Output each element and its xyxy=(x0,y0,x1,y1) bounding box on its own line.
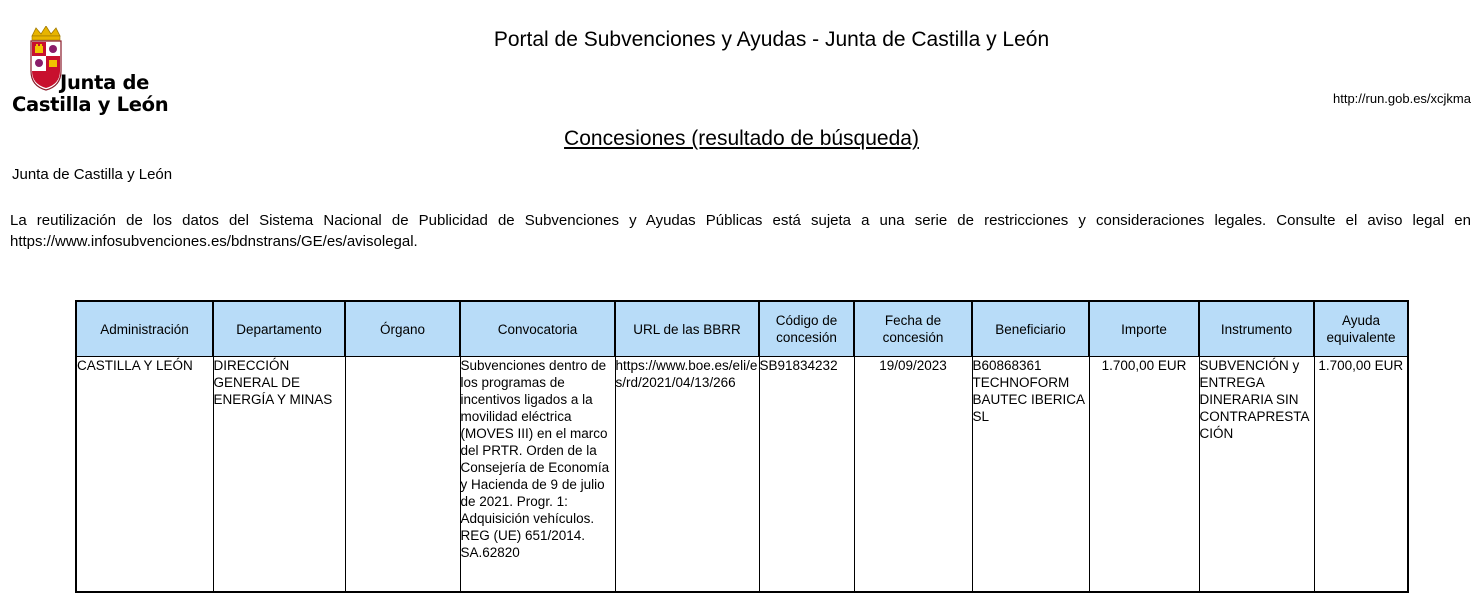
cell-ayuda-equivalente: 1.700,00 EUR xyxy=(1314,357,1408,593)
legal-notice: La reutilización de los datos del Sistema Nacional de Publicidad de Subvenciones y Ayudas Públicas está sujeta a una serie de restricciones y consideraciones legales. Consulte el aviso legal en https://www.infosubvenciones.es/bdnstrans/GE/es/avisolegal. xyxy=(10,212,1471,250)
col-header-departamento: Departamento xyxy=(213,301,345,357)
col-header-codigo: Código de concesión xyxy=(759,301,854,357)
cell-instrumento: SUBVENCIÓN y ENTREGA DINERARIA SIN CONTRAPRESTACIÓN xyxy=(1199,357,1314,593)
col-header-ayuda-equivalente: Ayuda equivalente xyxy=(1314,301,1408,357)
cell-departamento: DIRECCIÓN GENERAL DE ENERGÍA Y MINAS xyxy=(213,357,345,593)
col-header-organo: Órgano xyxy=(345,301,460,357)
cell-administracion: CASTILLA Y LEÓN xyxy=(76,357,213,593)
col-header-instrumento: Instrumento xyxy=(1199,301,1314,357)
portal-title: Portal de Subvenciones y Ayudas - Junta de Castilla y León xyxy=(493,28,1050,51)
col-header-administracion: Administración xyxy=(76,301,213,357)
cell-importe: 1.700,00 EUR xyxy=(1089,357,1199,593)
logo-text-line1: Junta de xyxy=(60,71,150,94)
cell-beneficiario: B60868361 TECHNOFORM BAUTEC IBERICA SL xyxy=(972,357,1089,593)
short-url: http://run.gob.es/xcjkma xyxy=(1332,91,1471,106)
cell-convocatoria: Subvenciones dentro de los programas de incentivos ligados a la movilidad eléctrica (MOVES III) en el marco del PRTR. Orden de la Consejería de Economía y Hacienda de 9 de julio de 2021. Progr. 1: Adquisición vehículos. REG (UE) 651/2014. SA.62820 xyxy=(460,357,615,593)
table-header-row xyxy=(76,301,1408,357)
col-header-importe: Importe xyxy=(1089,301,1199,357)
cell-fecha: 19/09/2023 xyxy=(854,357,972,593)
col-header-convocatoria: Convocatoria xyxy=(460,301,615,357)
cell-organo xyxy=(345,357,460,593)
logo-text-line2: Castilla y León xyxy=(12,93,169,116)
page-title: Concesiones (resultado de búsqueda) xyxy=(564,127,919,150)
concessions-table xyxy=(75,300,1409,593)
col-header-beneficiario: Beneficiario xyxy=(972,301,1089,357)
col-header-url-bbrr: URL de las BBRR xyxy=(615,301,759,357)
organization-name: Junta de Castilla y León xyxy=(12,166,173,183)
cell-url-bbrr: https://www.boe.es/eli/es/rd/2021/04/13/266 xyxy=(615,357,759,593)
col-header-fecha: Fecha de concesión xyxy=(854,301,972,357)
cell-codigo: SB91834232 xyxy=(759,357,854,593)
table-row xyxy=(76,357,1408,593)
